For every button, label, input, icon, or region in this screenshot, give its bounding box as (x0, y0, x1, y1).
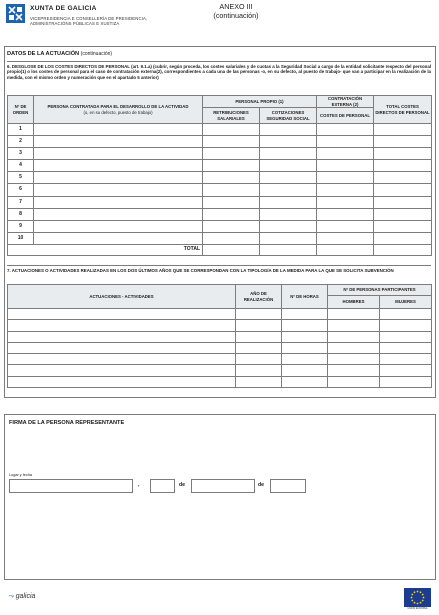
eu-flag-icon (404, 588, 431, 607)
header-women: MUJERES (380, 296, 432, 309)
de-separator-2: de (258, 482, 265, 488)
social-security-field[interactable] (260, 196, 317, 208)
men-field[interactable] (328, 354, 380, 365)
salaries-field[interactable] (203, 184, 260, 196)
salaries-field[interactable] (203, 160, 260, 172)
total-costs-field[interactable] (374, 232, 432, 244)
year-field[interactable] (236, 342, 282, 353)
header-activities: ACTUACIONES - ACTIVIDADES (8, 285, 236, 309)
day-field[interactable] (150, 479, 175, 493)
hours-field[interactable] (282, 354, 328, 365)
table-row (8, 331, 432, 342)
xunta-emblem-icon (6, 4, 25, 23)
person-field[interactable] (34, 196, 203, 208)
activity-field[interactable] (8, 320, 236, 331)
staff-costs-field[interactable] (317, 124, 374, 136)
person-field[interactable] (34, 160, 203, 172)
social-security-field[interactable] (260, 172, 317, 184)
item-7-divider (7, 265, 431, 266)
department-name (30, 16, 147, 27)
men-field[interactable] (328, 320, 380, 331)
women-field[interactable] (380, 376, 432, 387)
hours-field[interactable] (282, 342, 328, 353)
total-salaries-field[interactable] (203, 244, 260, 255)
table-row (8, 160, 432, 172)
galicia-logo-text: galicia (15, 593, 36, 600)
header-year: AÑO DE REALIZACIÓN (236, 285, 282, 309)
staff-costs-field[interactable] (317, 220, 374, 232)
total-costs-field[interactable] (374, 196, 432, 208)
section-title-text: DATOS DE LA ACTUACIÓN (7, 51, 80, 57)
salaries-field[interactable] (203, 220, 260, 232)
women-field[interactable] (380, 354, 432, 365)
total-costs-field[interactable] (374, 208, 432, 220)
row-order-number: 10 (8, 232, 34, 244)
row-order-number: 7 (8, 196, 34, 208)
total-direct-costs-field[interactable] (374, 244, 432, 255)
header-logo (6, 3, 206, 39)
total-label: TOTAL (8, 244, 203, 255)
section-divider (7, 61, 431, 62)
table-row (8, 136, 432, 148)
table-row (8, 309, 432, 320)
galicia-footer-logo (8, 593, 35, 601)
women-field[interactable] (380, 365, 432, 376)
total-costs-field[interactable] (374, 148, 432, 160)
header-order: Nº DE ORDEN (8, 96, 34, 124)
women-field[interactable] (380, 309, 432, 320)
staff-costs-field[interactable] (317, 136, 374, 148)
salaries-field[interactable] (203, 208, 260, 220)
annex-title: ANEXO III (219, 2, 253, 11)
year-field[interactable] (236, 376, 282, 387)
row-order-number: 3 (8, 148, 34, 160)
activity-field[interactable] (8, 331, 236, 342)
activity-field[interactable] (8, 342, 236, 353)
total-costs-field[interactable] (374, 172, 432, 184)
women-field[interactable] (380, 342, 432, 353)
staff-costs-field[interactable] (317, 208, 374, 220)
salaries-field[interactable] (203, 124, 260, 136)
social-security-field[interactable] (260, 148, 317, 160)
month-field[interactable] (191, 479, 255, 493)
header-salaries: RETRIBUCIONES SALARIALES (203, 108, 260, 124)
activities-table (7, 284, 432, 388)
person-field[interactable] (34, 148, 203, 160)
row-order-number: 1 (8, 124, 34, 136)
item-7-description: 7. ACTUACIONES O ACTIVIDADES REALIZADAS EN LOS DOS ÚLTIMOS AÑOS QUE SE CORRESPONDAN CON LA TIPOLOGÍA DE LA MEDIDA PARA LA QUE SE SOLICITA SUBVENCIÓN (7, 268, 394, 273)
department-line-1: VICEPRESIDENCIA E CONSELLERÍA DE PRESIDENCIA, (30, 16, 148, 21)
social-security-field[interactable] (260, 124, 317, 136)
year-field[interactable] (236, 320, 282, 331)
men-field[interactable] (328, 342, 380, 353)
header-hours: Nº DE HORAS (282, 285, 328, 309)
salaries-field[interactable] (203, 196, 260, 208)
hours-field[interactable] (282, 365, 328, 376)
staff-costs-field[interactable] (317, 196, 374, 208)
table-row (8, 208, 432, 220)
social-security-field[interactable] (260, 184, 317, 196)
header-external: CONTRATACIÓN EXTERNA (2) (317, 96, 374, 108)
place-field[interactable] (9, 479, 133, 493)
person-field[interactable] (34, 232, 203, 244)
annex-subtitle: (continuación) (213, 10, 259, 20)
header-own-staff: PERSONAL PROPIO (1) (203, 96, 317, 108)
annex-heading (196, 3, 276, 20)
table-row (8, 184, 432, 196)
activity-field[interactable] (8, 365, 236, 376)
header-person-label: PERSONA CONTRATADA PARA EL DESARROLLO DE LA ACTIVIDAD (47, 104, 189, 110)
table-row (8, 376, 432, 387)
header-staff-costs: COSTES DE PERSONAL (317, 108, 374, 124)
men-field[interactable] (328, 309, 380, 320)
header-total-costs: TOTAL COSTES DIRECTOS DE PERSONAL (374, 96, 432, 124)
header-social-security: COTIZACIONES SEGURIDAD SOCIAL (260, 108, 317, 124)
total-costs-field[interactable] (374, 124, 432, 136)
person-field[interactable] (34, 172, 203, 184)
women-field[interactable] (380, 320, 432, 331)
year-field[interactable] (236, 331, 282, 342)
women-field[interactable] (380, 331, 432, 342)
row-order-number: 5 (8, 172, 34, 184)
activity-field[interactable] (8, 354, 236, 365)
staff-costs-field[interactable] (317, 232, 374, 244)
row-order-number: 8 (8, 208, 34, 220)
social-security-field[interactable] (260, 232, 317, 244)
signature-title: FIRMA DE LA PERSONA REPRESENTANTE (9, 420, 125, 426)
person-field[interactable] (34, 124, 203, 136)
header-person-sublabel: (o, en su defecto, puesto de trabajo) (83, 109, 153, 115)
year-field[interactable] (236, 354, 282, 365)
total-costs-field[interactable] (374, 220, 432, 232)
table-row (8, 232, 432, 244)
person-field[interactable] (34, 136, 203, 148)
person-field[interactable] (34, 184, 203, 196)
hours-field[interactable] (282, 331, 328, 342)
row-order-number: 9 (8, 220, 34, 232)
department-line-2: ADMINISTRACIÓNS PÚBLICAS E XUSTIZA (30, 21, 120, 27)
row-order-number: 2 (8, 136, 34, 148)
comma-separator: , (138, 482, 140, 488)
header-participants: Nº DE PERSONAS PARTICIPANTES (328, 285, 432, 296)
hours-field[interactable] (282, 309, 328, 320)
social-security-field[interactable] (260, 160, 317, 172)
total-costs-field[interactable] (374, 184, 432, 196)
section-title-suffix: (continuación) (80, 51, 113, 57)
row-order-number: 4 (8, 160, 34, 172)
table-row (8, 320, 432, 331)
total-costs-field[interactable] (374, 136, 432, 148)
item-6-description: 6. DESGLOSE DE LOS COSTES DIRECTOS DE PERSONAL (art. 9.1.a) (cubrir, según proceda, los costes salariales y de cuotas a la Seguridad Social a cargo de la entidad solicitante respecto del personal propio(1) o los costes de personal para el caso de contratación externa(2), correspondientes a cada una de las personas -o, en su defecto, al puesto de trabajo- que van a participar en la realización de la medida, con el mismo orden y numeración que en el apartado 5 anterior) (7, 64, 431, 80)
year-field[interactable] (236, 365, 282, 376)
de-separator-1: de (179, 482, 186, 488)
staff-costs-field[interactable] (317, 172, 374, 184)
men-field[interactable] (328, 331, 380, 342)
table-row (8, 148, 432, 160)
staff-costs-field[interactable] (317, 148, 374, 160)
row-order-number: 6 (8, 184, 34, 196)
salaries-field[interactable] (203, 136, 260, 148)
eu-label: UNIÓN EUROPEA (407, 607, 428, 610)
table-row (8, 196, 432, 208)
salaries-field[interactable] (203, 232, 260, 244)
section-title (7, 51, 112, 57)
year-field[interactable] (270, 479, 306, 493)
activity-field[interactable] (8, 309, 236, 320)
total-staff-costs-field[interactable] (317, 244, 374, 255)
social-security-field[interactable] (260, 220, 317, 232)
table-row (8, 124, 432, 136)
signature-box (4, 414, 436, 580)
men-field[interactable] (328, 365, 380, 376)
table-row (8, 220, 432, 232)
personnel-costs-table (7, 95, 432, 256)
person-field[interactable] (34, 208, 203, 220)
salaries-field[interactable] (203, 172, 260, 184)
table-row (8, 172, 432, 184)
place-date-label: Lugar y fecha (9, 473, 33, 477)
table-row (8, 354, 432, 365)
hours-field[interactable] (282, 376, 328, 387)
staff-costs-field[interactable] (317, 184, 374, 196)
galicia-logo-icon: ⤳ (8, 593, 14, 600)
table-row (8, 365, 432, 376)
men-field[interactable] (328, 376, 380, 387)
staff-costs-field[interactable] (317, 160, 374, 172)
org-name: XUNTA DE GALICIA (30, 5, 97, 12)
social-security-field[interactable] (260, 136, 317, 148)
total-social-security-field[interactable] (260, 244, 317, 255)
salaries-field[interactable] (203, 148, 260, 160)
activity-field[interactable] (8, 376, 236, 387)
header-person (34, 96, 203, 124)
total-costs-field[interactable] (374, 160, 432, 172)
social-security-field[interactable] (260, 208, 317, 220)
table-row (8, 342, 432, 353)
person-field[interactable] (34, 220, 203, 232)
hours-field[interactable] (282, 320, 328, 331)
year-field[interactable] (236, 309, 282, 320)
header-men: HOMBRES (328, 296, 380, 309)
